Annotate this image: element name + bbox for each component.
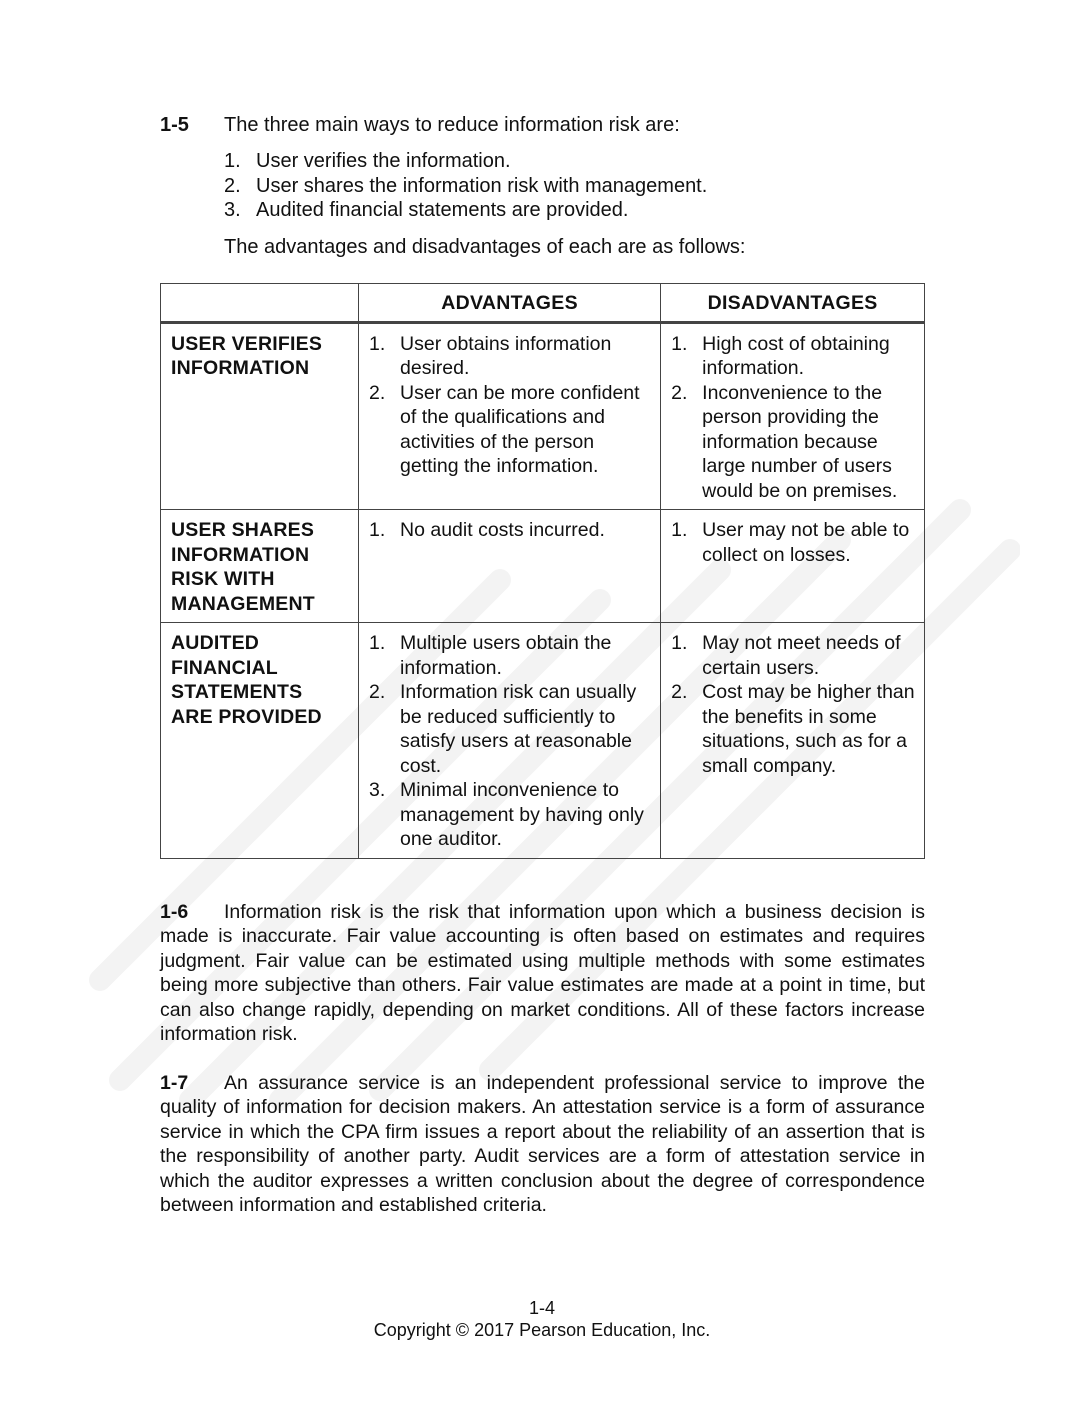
- list-item: 3. Minimal inconvenience to management by having only one auditor.: [369, 779, 644, 850]
- advantages-cell: [359, 322, 661, 510]
- list-item: 2. Inconvenience to the person providing the information because large number of users would be on premises.: [671, 381, 898, 502]
- advantages-table: [160, 283, 925, 859]
- table-header-row: [161, 284, 925, 323]
- list-item: 2. Cost may be higher than the benefits in some situations, such as for a small company.: [671, 681, 915, 777]
- q7-text: An assurance service is an independent professional service to improve the quality of information for decision makers. An attestation service is a form of assurance service in which the CPA firm issues a report about the reliability of an assertion that is the responsibility of another party. Audit services are a form of attestation service in which the auditor expresses a written conclusion about the degree of correspondence between information and established criteria.: [160, 1072, 925, 1217]
- q5-lead: The advantages and disadvantages of each are as follows:: [224, 236, 746, 258]
- q5-number: 1-5: [160, 114, 189, 136]
- list-item: 2. User can be more confident of the qualifications and activities of the person getting the information.: [369, 381, 640, 477]
- disadvantages-cell: [661, 322, 925, 510]
- q5-ways-list: [224, 149, 707, 223]
- row-label: AUDITED FINANCIAL STATEMENTS ARE PROVIDED: [161, 623, 359, 859]
- table-row: [161, 623, 925, 859]
- header-blank: [161, 284, 359, 323]
- advantages-cell: [359, 623, 661, 859]
- row-label: USER SHARES INFORMATION RISK WITH MANAGEMENT: [161, 510, 359, 623]
- advantages-cell: [359, 510, 661, 623]
- copyright: Copyright © 2017 Pearson Education, Inc.: [373, 1320, 711, 1340]
- q6-text: Information risk is the risk that information upon which a business decision is made is inaccurate. Fair value accounting is often based on estimates and requires judgment. Fair value can be estimated using multiple methods with some estimates being more subjective than others. Fair value estimates are made at a point in time, but can also change rapidly, depending on market conditions. All of these factors increase information risk.: [160, 901, 925, 1046]
- list-item: 1. High cost of obtaining information.: [671, 332, 890, 379]
- q7-paragraph: [160, 1071, 925, 1217]
- row-label: USER VERIFIES INFORMATION: [161, 322, 359, 510]
- list-item: 1. May not meet needs of certain users.: [671, 632, 901, 679]
- q7-number: 1-7: [160, 1072, 189, 1094]
- header-disadvantages: DISADVANTAGES: [661, 284, 925, 323]
- disadvantages-cell: [661, 510, 925, 623]
- page-number: 1-4: [528, 1298, 555, 1318]
- header-advantages: ADVANTAGES: [359, 284, 661, 323]
- table-row: [161, 510, 925, 623]
- q6-number: 1-6: [160, 901, 189, 923]
- list-item: 2. User shares the information risk with management.: [224, 174, 708, 197]
- table-row: [161, 322, 925, 510]
- q6-paragraph: [160, 900, 925, 1046]
- list-item: 3. Audited financial statements are provided.: [224, 199, 629, 221]
- list-item: 1. User may not be able to collect on losses.: [671, 519, 910, 566]
- disadvantages-cell: [661, 623, 925, 859]
- list-item: 1. User verifies the information.: [224, 150, 511, 172]
- list-item: 1. User obtains information desired.: [369, 332, 612, 379]
- list-item: 1. No audit costs incurred.: [369, 519, 605, 541]
- list-item: 1. Multiple users obtain the information.: [369, 632, 612, 679]
- q5-intro: The three main ways to reduce information risk are:: [224, 114, 680, 136]
- list-item: 2. Information risk can usually be reduced sufficiently to satisfy users at reasonable cost.: [369, 681, 637, 777]
- q5-intro-line: [160, 113, 680, 137]
